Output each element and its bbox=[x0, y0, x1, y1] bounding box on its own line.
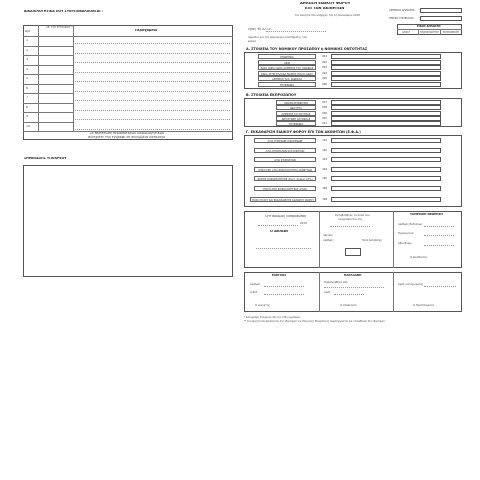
row-description-field[interactable] bbox=[75, 81, 230, 82]
signature-date-field[interactable] bbox=[258, 225, 298, 226]
row-description-field[interactable] bbox=[75, 119, 230, 120]
row-divider bbox=[23, 122, 73, 123]
col-divider bbox=[440, 29, 441, 35]
field-label: ΠΟΣΟ ΑΠΟ ΦΟΡΟΛΟΓΗΤΕΑΣ ΑΞΙΑΣ bbox=[254, 186, 316, 191]
field-input[interactable] bbox=[331, 76, 441, 81]
total-row bbox=[250, 197, 330, 202]
form-row bbox=[250, 54, 330, 59]
field-label: ΑΞΙΑ ΚΤΙΣΜΑΤΩΝ bbox=[254, 157, 316, 162]
declarant-signature-field[interactable] bbox=[256, 248, 311, 249]
receipt-from: Παραλήφθηκε από bbox=[324, 281, 348, 284]
form-row bbox=[250, 82, 330, 87]
form-row bbox=[250, 105, 330, 110]
notes-title: ΣΗΜΕΙΩΣΕΙΣ ΥΠΟΧΡΕΟΥ bbox=[24, 157, 67, 160]
field-code: 106 bbox=[322, 186, 327, 190]
cashier-title: ΤΑΜΕΙΑΚΗ ΘΕΩΡΗΣΗ bbox=[410, 213, 443, 216]
row-description-field[interactable] bbox=[75, 129, 230, 130]
row-description-field[interactable] bbox=[75, 72, 230, 73]
field-code: 002 bbox=[322, 60, 327, 64]
tax-office-label: Προς τη Δ.Ο.Υ. bbox=[248, 28, 272, 31]
row-number: 7 bbox=[26, 96, 29, 99]
field-input[interactable] bbox=[331, 121, 441, 126]
field-input[interactable] bbox=[331, 60, 441, 65]
col-divider bbox=[393, 272, 394, 312]
audit-afe: Α.Φ.Ε. bbox=[250, 291, 258, 294]
row-description-field[interactable] bbox=[75, 91, 230, 92]
cashier-value-field[interactable] bbox=[424, 245, 454, 246]
col-divider bbox=[73, 25, 74, 131]
col-divider bbox=[319, 272, 320, 312]
table-title: ΔΙΚΑΙΟΛΟΓΗΤΙΚΑ ΠΟΥ ΣΥΝΥΠΟΒΑΛΛΟΝΤΑΙ : bbox=[24, 10, 103, 13]
payment-text-1: Καταβλήθηκε τα ποσά που bbox=[335, 214, 370, 217]
form-row bbox=[250, 176, 330, 181]
receipt-number: Αριθ. bbox=[324, 291, 331, 294]
row-divider bbox=[23, 55, 73, 56]
form-row bbox=[250, 121, 330, 126]
footnote-1: * Καταγραφή στοιχείων από την τάξη εγγράφων bbox=[244, 316, 301, 319]
field-label: ΕΠΩΝΥΜΙΑ bbox=[258, 54, 316, 59]
field-input[interactable] bbox=[331, 116, 441, 121]
field-code: 004 bbox=[322, 71, 327, 75]
row-divider bbox=[23, 84, 73, 85]
row-divider bbox=[23, 46, 73, 47]
form-row bbox=[250, 157, 330, 162]
row-number: 3 bbox=[26, 58, 29, 61]
submission-date-field[interactable] bbox=[420, 16, 462, 21]
audit-afe-field[interactable] bbox=[264, 294, 304, 295]
field-label: ΑΞΙΑ ΚΤΙΣΜΑΤΩΝ ΚΑΤΑΣΚΕΥΩΝ bbox=[254, 148, 316, 153]
row-number: 4 bbox=[26, 67, 29, 71]
field-label: ΣΥΝΟΛΙΚΗ ΑΞΙΑ ΦΟΡΟΛΟΓΗΤΕΑ ΑΚΙΝΗΤΩΝ bbox=[254, 167, 316, 172]
section-b-title: Β. ΣΤΟΙΧΕΙΑ ΕΚΠΡΟΣΩΠΟΥ bbox=[246, 93, 297, 97]
auditor-label: Ο ελεγκτής bbox=[255, 304, 270, 307]
form-row bbox=[250, 116, 330, 121]
field-code: 008 bbox=[322, 106, 327, 110]
col-divider bbox=[393, 211, 394, 268]
row-divider bbox=[23, 112, 73, 113]
field-input[interactable] bbox=[331, 100, 441, 105]
field-code: 102 bbox=[322, 148, 327, 152]
field-input[interactable] bbox=[331, 176, 441, 181]
form-row bbox=[250, 76, 330, 81]
payment-text-2: αναγράφονται στη bbox=[338, 218, 363, 221]
tax-office-sub-1: Αρμόδια για την φορολογία εισοδήματος του bbox=[248, 36, 307, 39]
cashier-date-field[interactable] bbox=[424, 235, 454, 236]
total-code: 108 bbox=[322, 198, 327, 201]
field-label: ΑΡΙΘΜΟΣ ΤΑΥΤΟΤΗΤΑΣ bbox=[276, 111, 316, 116]
tax-office-field[interactable] bbox=[266, 31, 326, 32]
cashier-issue-field[interactable] bbox=[424, 226, 454, 227]
row-number: 5 bbox=[26, 77, 29, 80]
field-code: 011 bbox=[322, 122, 327, 126]
field-label: ΟΝΟΜΑΤΕΠΩΝΥΜΟ bbox=[276, 100, 316, 105]
total-field[interactable] bbox=[331, 197, 441, 202]
field-input[interactable] bbox=[331, 54, 441, 59]
field-input[interactable] bbox=[331, 167, 441, 172]
form-title-2: ΕΠΙ ΤΩΝ ΑΚΙΝΗΤΩΝ bbox=[305, 7, 345, 10]
tax-office-sub-2: φορέα bbox=[248, 40, 257, 43]
field-label: ΔΙΕΥΘΥΝΣΗ ΚΑΤΟΙΚΙΑΣ bbox=[276, 116, 316, 121]
field-label: ΤΗΛΕΦΩΝΟ bbox=[276, 121, 316, 126]
cashier-date: Ημερομηνία bbox=[398, 232, 414, 235]
signature-year: 2018 bbox=[300, 222, 307, 225]
row-description-field[interactable] bbox=[75, 100, 230, 101]
field-input[interactable] bbox=[331, 82, 441, 87]
registration-number: Αριθ. καταχώρισης bbox=[398, 283, 424, 286]
table-footnote-2: συνεχίστε την εγγραφή σε συνημμένο κατάλογο bbox=[88, 136, 166, 139]
type-initial[interactable]: ΑΡΧΙΚΗ bbox=[402, 30, 411, 34]
payment-text-4: Αριθμός bbox=[323, 239, 334, 242]
submission-date-label: ΗΜΕΡΑ ΥΠΟΒΟΛΗΣ : bbox=[389, 17, 416, 20]
field-code: 003 bbox=[322, 66, 327, 69]
type-late[interactable]: ΕΚΠΡΟΘΕΣΜΗ bbox=[443, 30, 460, 34]
row-description-field[interactable] bbox=[75, 110, 230, 111]
field-code: 005 bbox=[322, 77, 327, 80]
field-code: 009 bbox=[322, 111, 327, 115]
field-code: 104 bbox=[322, 167, 327, 171]
row-divider bbox=[23, 103, 73, 104]
col-divider bbox=[418, 29, 419, 35]
row-number: 6 bbox=[26, 86, 29, 90]
declaration-type-header: ΕΙΔΟΣ ΔΗΛΩΣΗΣ bbox=[417, 25, 441, 28]
cashier-value: Αξία Ευρώ bbox=[398, 242, 412, 245]
declaration-number-label: ΑΡΙΘΜΟΣ ΔΗΛΩΣΗΣ : bbox=[389, 9, 417, 12]
form-row bbox=[250, 167, 330, 172]
field-code: 101 bbox=[322, 139, 327, 142]
audit-number-field[interactable] bbox=[264, 286, 304, 287]
receipt-clerk: Ο Υπάλληλος bbox=[340, 304, 358, 307]
field-code: 105 bbox=[322, 177, 327, 180]
field-code: 006 bbox=[322, 82, 327, 86]
field-code: 001 bbox=[322, 55, 327, 58]
legal-representative-label: Ο/Η Νόμιμος Εκπρόσωπος bbox=[265, 215, 307, 218]
row-number: 9 bbox=[26, 115, 29, 118]
form-row bbox=[250, 60, 330, 65]
form-row bbox=[250, 71, 330, 76]
row-description-field[interactable] bbox=[75, 62, 230, 63]
field-label: ΙΔΙΟΤΗΤΑ bbox=[276, 105, 316, 110]
header-aa: Α/Α bbox=[25, 30, 31, 33]
row-divider bbox=[23, 93, 73, 94]
field-input[interactable] bbox=[331, 111, 441, 116]
payment-amount-box[interactable] bbox=[345, 248, 361, 256]
field-code: 007 bbox=[322, 101, 327, 104]
form-row bbox=[250, 100, 330, 105]
audit-title: ΕΛΕΓΧΟΣ bbox=[272, 274, 287, 277]
section-c-title: Γ. ΕΚΚΑΘΑΡΙΣΗ ΕΙΔΙΚΟΥ ΦΟΡΟΥ ΕΠΙ ΤΩΝ ΑΚΙΝΗΤΩΝ (Ε.Φ.Α.) bbox=[246, 130, 361, 134]
row-number: 8 bbox=[26, 105, 29, 109]
col-divider bbox=[38, 25, 39, 131]
form-row bbox=[250, 138, 330, 143]
cashier-director: Ο Διευθυντής bbox=[410, 256, 428, 259]
section-a-title: Α. ΣΤΟΙΧΕΙΑ ΤΟΥ ΝΟΜΙΚΟΥ ΠΡΟΣΩΠΟΥ ή ΝΟΜΙΚΗΣ ΟΝΤΟΤΗΤΑΣ bbox=[246, 47, 368, 51]
field-label: ΑΦΜ bbox=[258, 60, 316, 65]
field-input[interactable] bbox=[331, 138, 441, 143]
field-label: ΑΡΙΘΜΟΣ ΤΑΧ. ΚΩΔΙΚΑΣ bbox=[258, 76, 316, 81]
form-row bbox=[250, 111, 330, 116]
field-code: 103 bbox=[322, 158, 327, 161]
field-label: ΤΗΛΕΦΩΝΟ bbox=[258, 82, 316, 87]
col-divider bbox=[319, 211, 320, 268]
registration-number-field[interactable] bbox=[424, 286, 456, 287]
row-divider bbox=[23, 36, 233, 37]
header-num: ΑΡ. ΤΟΥ ΕΓΓΡΑΦΟΥ * bbox=[46, 26, 73, 29]
payment-text-3: οφειλές bbox=[323, 234, 334, 237]
audit-number: Αριθμός bbox=[250, 283, 261, 286]
receipt-number-field[interactable] bbox=[334, 294, 364, 295]
row-description-field[interactable] bbox=[75, 53, 230, 54]
row-number: 1 bbox=[26, 39, 29, 42]
type-amending[interactable]: ΤΡΟΠΟΠΟΙΗΤΙΚΗ bbox=[420, 30, 440, 34]
header-desc: Περιεχόμενο bbox=[135, 29, 158, 32]
field-label: ΕΔΡΑ ΧΩΡΑ ΟΔΟΣ ΑΡΙΘΜΟΣ ΤΑΧ. ΚΩΔΙΚΑΣ bbox=[258, 65, 316, 70]
field-input[interactable] bbox=[331, 157, 441, 162]
row-divider bbox=[23, 65, 73, 66]
total-label: ΠΟΣΟ ΗΛΙΟΥ ΚΑΙ ΕΚΚΑΘΑΡΙΣΗΣ ΚΑΘΑΡΟΥ ΦΟΡΟΥ bbox=[250, 197, 316, 202]
form-row bbox=[250, 186, 330, 191]
notes-box bbox=[23, 165, 233, 277]
field-label: ΑΞΙΑ ΓΗΠΕΔΩΝ ΟΙΚΟΠΕΔΩΝ bbox=[254, 138, 316, 143]
table-footnote-1: Σε περίπτωση περισσότερων δικαιολογητικών bbox=[90, 132, 165, 135]
declaration-number-field[interactable] bbox=[420, 8, 462, 13]
field-code: 010 bbox=[322, 116, 327, 120]
field-input[interactable] bbox=[331, 71, 441, 76]
receipt-title: ΠΑΡΑΛΑΒΗ bbox=[344, 274, 362, 277]
row-number: 10 bbox=[26, 124, 31, 128]
field-input[interactable] bbox=[331, 105, 441, 110]
row-description-field[interactable] bbox=[75, 43, 230, 44]
row-number: 2 bbox=[26, 48, 29, 52]
declarant-label: Ο ΔΗΛΩΝ bbox=[270, 230, 288, 233]
form-subtitle: Για ακίνητα που υπήρχαν την 1η Ιανουαρίου 2018 bbox=[295, 14, 360, 17]
payment-date-field[interactable] bbox=[330, 226, 370, 227]
form-title-1: ΔΗΛΩΣΗ ΕΙΔΙΚΟΥ ΦΟΡΟΥ bbox=[300, 2, 351, 5]
row-divider bbox=[23, 74, 73, 75]
field-label: ΕΔΡΑ ΣΤΗΝ ΕΛΛΑΔΑ ΝΟΜΟΣ ΠΟΛΗ ΟΔΟΣ bbox=[258, 71, 316, 76]
field-label: ΦΟΡΟΣ ΠΑΡΑΚΡΑΤΗΣΗΣ (Συντ. Κυρίας 15%) bbox=[254, 176, 316, 181]
form-row bbox=[250, 65, 330, 70]
field-input[interactable] bbox=[331, 65, 441, 70]
payment-amount-label: Ποσό Καταβολής bbox=[362, 239, 383, 242]
cashier-issue-number: Αριθμός Εκδόσεως bbox=[398, 223, 423, 226]
receipt-from-field[interactable] bbox=[324, 287, 384, 288]
field-input[interactable] bbox=[331, 148, 441, 153]
form-row bbox=[250, 148, 330, 153]
head-of-office: Ο Προϊστάμενος bbox=[413, 304, 435, 307]
footnote-2: ** Για ακίνητα που βρίσκονται στο εξωτερικό της Ελληνικής Επικράτειας συμπληρώνεται και η διεύθυνση στο εξωτερικό bbox=[244, 320, 385, 323]
field-input[interactable] bbox=[331, 186, 441, 191]
